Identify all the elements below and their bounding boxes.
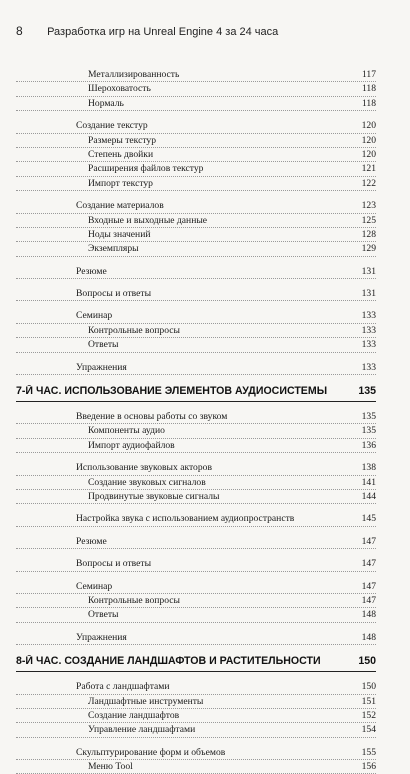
entry-page-number: 120 [361, 148, 376, 160]
toc-subsection-entry [16, 134, 376, 148]
entry-title: Ландшафтные инструменты [88, 695, 204, 707]
entry-title: Импорт текстур [88, 177, 153, 189]
page-number: 8 [16, 24, 23, 38]
entry-page-number: 118 [361, 83, 376, 95]
entry-title: Создание звуковых сигналов [88, 476, 206, 488]
entry-title: Ответы [88, 339, 119, 351]
entry-page-number: 148 [361, 609, 376, 621]
entry-title: Управление ландшафтами [88, 724, 196, 736]
toc-subsection-entry [16, 723, 376, 737]
entry-page-number: 122 [361, 177, 376, 189]
entry-page-number: 117 [361, 69, 376, 80]
toc-subsection-entry [16, 82, 376, 96]
toc-section-entry [16, 680, 376, 694]
toc-subsection-entry [16, 608, 376, 622]
entry-title: Контрольные вопросы [88, 324, 180, 336]
toc-subsection-entry [16, 695, 376, 709]
entry-title: Создание текстур [76, 120, 148, 132]
entry-title: Входные и выходные данные [88, 214, 208, 226]
toc-subsection-entry [16, 214, 376, 228]
entry-page-number: 128 [361, 228, 376, 240]
entry-title: Контрольные вопросы [88, 594, 180, 606]
entry-page-number: 138 [361, 462, 376, 474]
chapter-page-number: 135 [358, 385, 376, 398]
toc-subsection-entry [16, 242, 376, 256]
toc-subsection-entry [16, 424, 376, 438]
entry-title: Ноды значений [88, 228, 151, 240]
toc-subsection-entry [16, 338, 376, 352]
entry-page-number: 125 [361, 214, 376, 226]
entry-page-number: 152 [361, 709, 376, 721]
entry-page-number: 144 [361, 490, 376, 502]
entry-page-number: 150 [361, 681, 376, 693]
entry-page-number: 133 [361, 339, 376, 351]
toc-chapter-heading [16, 385, 376, 402]
entry-title: Резюме [76, 265, 107, 277]
toc-section-entry [16, 557, 376, 571]
entry-page-number: 135 [361, 411, 376, 423]
chapter-title: 8-Й ЧАС. СОЗДАНИЕ ЛАНДШАФТОВ И РАСТИТЕЛЬНОСТИ [16, 655, 321, 668]
book-title: Разработка игр на Unreal Engine 4 за 24 часа [47, 26, 279, 38]
entry-title: Шероховатость [88, 83, 151, 95]
entry-page-number: 135 [361, 425, 376, 437]
entry-title: Скульптурирование форм и объемов [76, 746, 226, 758]
toc-subsection-entry [16, 177, 376, 191]
entry-title: Семинар [76, 310, 113, 322]
entry-title: Вопросы и ответы [76, 558, 152, 570]
entry-page-number: 121 [361, 163, 376, 175]
toc-subsection-entry [16, 490, 376, 504]
entry-page-number: 136 [361, 439, 376, 451]
entry-title: Экземпляры [88, 243, 139, 255]
toc-subsection-entry [16, 97, 376, 111]
entry-page-number: 156 [361, 761, 376, 773]
entry-title: Ответы [88, 609, 119, 621]
toc-section-entry [16, 410, 376, 424]
entry-title: Расширения файлов текстур [88, 163, 204, 175]
entry-title: Вопросы и ответы [76, 288, 152, 300]
toc-section-entry [16, 119, 376, 133]
toc-section-entry [16, 746, 376, 760]
toc-section-entry [16, 199, 376, 213]
entry-page-number: 123 [361, 200, 376, 212]
entry-page-number: 133 [361, 324, 376, 336]
entry-title: Металлизированность [88, 69, 180, 80]
entry-title: Упражнения [76, 361, 127, 373]
toc-subsection-entry [16, 709, 376, 723]
toc-subsection-entry [16, 148, 376, 162]
entry-title: Создание материалов [76, 200, 164, 212]
entry-title: Нормаль [88, 97, 124, 109]
toc-section-entry [16, 631, 376, 645]
entry-page-number: 141 [361, 476, 376, 488]
table-of-contents [16, 68, 376, 774]
entry-title: Введение в основы работы со звуком [76, 411, 228, 423]
entry-page-number: 129 [361, 243, 376, 255]
chapter-title: 7-Й ЧАС. ИСПОЛЬЗОВАНИЕ ЭЛЕМЕНТОВ АУДИОСИСТЕМЫ [16, 385, 328, 398]
toc-subsection-entry [16, 476, 376, 490]
entry-title: Продвинутые звуковые сигналы [88, 490, 220, 502]
entry-page-number: 145 [361, 513, 376, 525]
toc-subsection-entry [16, 594, 376, 608]
toc-subsection-entry [16, 68, 376, 82]
entry-page-number: 133 [361, 361, 376, 373]
running-header [16, 24, 394, 38]
toc-subsection-entry [16, 324, 376, 338]
entry-page-number: 151 [361, 695, 376, 707]
entry-title: Степень двойки [88, 148, 154, 160]
entry-page-number: 120 [361, 134, 376, 146]
entry-title: Резюме [76, 535, 107, 547]
entry-title: Создание ландшафтов [88, 709, 180, 721]
entry-page-number: 147 [361, 580, 376, 592]
entry-page-number: 154 [361, 724, 376, 736]
entry-page-number: 148 [361, 631, 376, 643]
toc-section-entry [16, 309, 376, 323]
entry-page-number: 131 [361, 265, 376, 277]
entry-title: Работа с ландшафтами [76, 681, 170, 693]
entry-title: Компоненты аудио [88, 425, 165, 437]
toc-subsection-entry [16, 439, 376, 453]
entry-title: Упражнения [76, 631, 127, 643]
toc-section-entry [16, 535, 376, 549]
toc-section-entry [16, 287, 376, 301]
toc-section-entry [16, 361, 376, 375]
toc-subsection-entry [16, 228, 376, 242]
entry-page-number: 118 [361, 97, 376, 109]
entry-page-number: 155 [361, 746, 376, 758]
entry-page-number: 120 [361, 120, 376, 132]
toc-section-entry [16, 580, 376, 594]
entry-title: Использование звуковых акторов [76, 462, 212, 474]
entry-title: Размеры текстур [88, 134, 157, 146]
toc-section-entry [16, 461, 376, 475]
toc-subsection-entry [16, 162, 376, 176]
entry-title: Семинар [76, 580, 113, 592]
toc-section-entry [16, 265, 376, 279]
entry-title: Настройка звука с использованием аудиопространств [76, 513, 295, 525]
toc-chapter-heading [16, 655, 376, 672]
entry-page-number: 133 [361, 310, 376, 322]
toc-subsection-entry [16, 760, 376, 774]
entry-page-number: 147 [361, 594, 376, 606]
entry-page-number: 147 [361, 535, 376, 547]
entry-title: Импорт аудиофайлов [88, 439, 175, 451]
entry-page-number: 147 [361, 558, 376, 570]
entry-page-number: 131 [361, 288, 376, 300]
chapter-page-number: 150 [358, 655, 376, 668]
entry-title: Меню Tool [88, 761, 133, 773]
toc-section-entry [16, 512, 376, 526]
